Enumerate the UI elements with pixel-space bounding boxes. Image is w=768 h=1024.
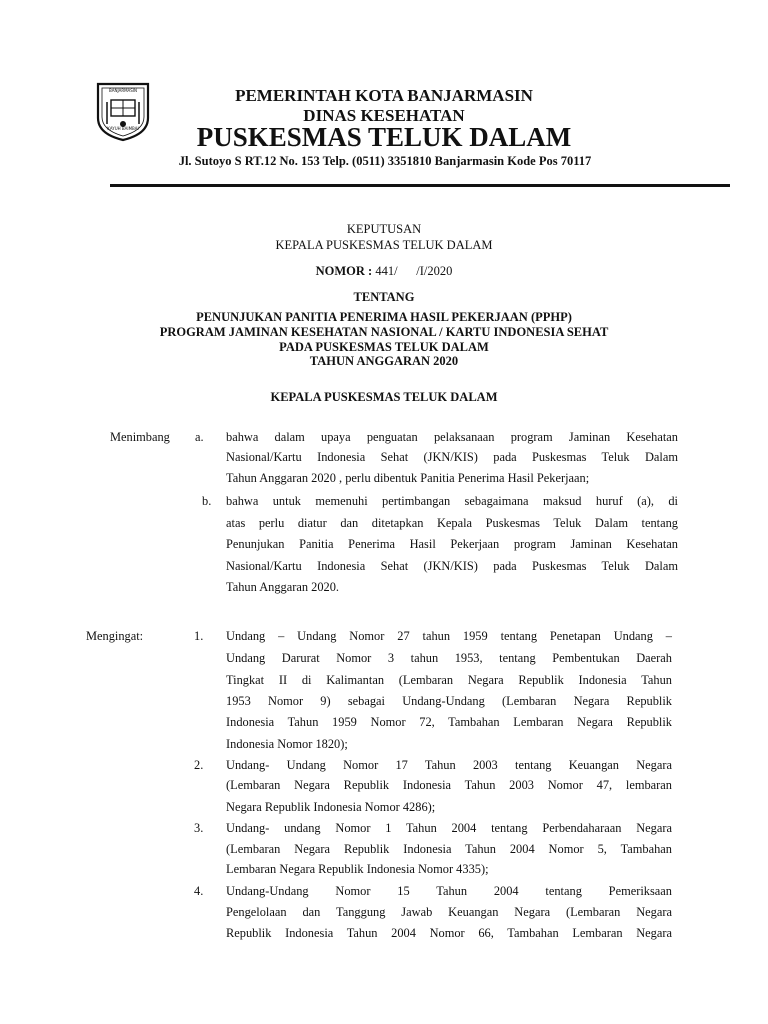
nomor-value: 441/ /I/2020 [375, 264, 453, 278]
mengingat-2-line: Negara Republik Indonesia Nomor 4286); [226, 800, 436, 814]
mengingat-4-line: Pengelolaan dan Tanggung Jawab Keuangan Negara (Lembaran Negara [226, 905, 672, 919]
mengingat-marker-1: 1. [194, 629, 204, 643]
mengingat-1-line: Indonesia Nomor 1820); [226, 737, 348, 751]
menimbang-marker-b: b. [202, 494, 212, 508]
mengingat-2-line: Undang- Undang Nomor 17 Tahun 2003 tentang Keuangan Negara [226, 758, 672, 772]
menimbang-a-line: Nasional/Kartu Indonesia Sehat (JKN/KIS) pada Puskesmas Teluk Dalam [226, 450, 678, 464]
letterhead-divider [110, 184, 730, 187]
mengingat-label: Mengingat: [86, 629, 144, 643]
nomor-label: NOMOR : [315, 264, 373, 278]
city-logo [94, 80, 152, 142]
letterhead-institution: PUSKESMAS TELUK DALAM [196, 122, 572, 152]
mengingat-1-line: 1953 Nomor 9) sebagai Undang-Undang (Lembaran Negara Republik [226, 694, 672, 708]
mengingat-1-line: Undang – Undang Nomor 27 tahun 1959 tentang Penetapan Undang – [226, 629, 672, 643]
decree-issuer: KEPALA PUSKESMAS TELUK DALAM [275, 238, 493, 252]
menimbang-b-line: Nasional/Kartu Indonesia Sehat (JKN/KIS) pada Puskesmas Teluk Dalam [226, 559, 678, 573]
menimbang-b-line: bahwa untuk memenuhi pertimbangan sebagaimana maksud huruf (a), di [226, 494, 678, 508]
logo-bottom-text: KAYUH BAIMBAI [107, 126, 139, 131]
menimbang-marker-a: a. [195, 430, 204, 444]
subject-line-1: PENUNJUKAN PANITIA PENERIMA HASIL PEKERJAAN (PPHP) [196, 310, 572, 324]
letterhead-address: Jl. Sutoyo S RT.12 No. 153 Telp. (0511) 3351810 Banjarmasin Kode Pos 70117 [178, 154, 592, 168]
menimbang-a-line: Tahun Anggaran 2020 , perlu dibentuk Panitia Penerima Hasil Pekerjaan; [226, 471, 590, 485]
tentang-heading: TENTANG [353, 290, 415, 304]
decree-kind: KEPUTUSAN [346, 222, 422, 236]
menimbang-b-line: atas perlu diatur dan ditetapkan Kepala Puskesmas Teluk Dalam tentang [226, 516, 678, 530]
mengingat-4-line: Undang-Undang Nomor 15 Tahun 2004 tentang Pemeriksaan [226, 884, 672, 898]
mengingat-marker-4: 4. [194, 884, 204, 898]
mengingat-2-line: (Lembaran Negara Republik Indonesia Tahun 2003 Nomor 47, lembaran [226, 778, 672, 792]
menimbang-a-line: bahwa dalam upaya penguatan pelaksanaan program Jaminan Kesehatan [226, 430, 678, 444]
letterhead-department: DINAS KESEHATAN [303, 106, 465, 125]
mengingat-1-line: Indonesia Tahun 1959 Nomor 72, Tambahan Lembaran Negara Republik [226, 715, 672, 729]
subject-line-4: TAHUN ANGGARAN 2020 [309, 354, 459, 368]
mengingat-1-line: Tingkat II di Kalimantan (Lembaran Negara Republik Indonesia Tahun [226, 673, 672, 687]
menimbang-b-line: Tahun Anggaran 2020. [226, 580, 340, 594]
issuer-heading: KEPALA PUSKESMAS TELUK DALAM [270, 390, 498, 404]
menimbang-b-line: Penunjukan Panitia Penerima Hasil Pekerjaan program Jaminan Kesehatan [226, 537, 678, 551]
subject-line-2: PROGRAM JAMINAN KESEHATAN NASIONAL / KARTU INDONESIA SEHAT [159, 325, 609, 339]
mengingat-3-line: Lembaran Negara Republik Indonesia Nomor 4335); [226, 862, 489, 876]
menimbang-label: Menimbang [110, 430, 170, 444]
mengingat-3-line: (Lembaran Negara Republik Indonesia Tahun 2004 Nomor 5, Tambahan [226, 842, 672, 856]
decree-number [0, 264, 768, 279]
logo-top-text: BANJARMASIN [109, 88, 137, 93]
mengingat-marker-3: 3. [194, 821, 204, 835]
mengingat-4-line: Republik Indonesia Tahun 2004 Nomor 66, Tambahan Lembaran Negara [226, 926, 672, 940]
mengingat-marker-2: 2. [194, 758, 204, 772]
letterhead-government: PEMERINTAH KOTA BANJARMASIN [235, 86, 533, 105]
subject-line-3: PADA PUSKESMAS TELUK DALAM [279, 340, 489, 354]
mengingat-3-line: Undang- undang Nomor 1 Tahun 2004 tentang Perbendaharaan Negara [226, 821, 672, 835]
mengingat-1-line: Undang Darurat Nomor 3 tahun 1953, tentang Pembentukan Daerah [226, 651, 672, 665]
